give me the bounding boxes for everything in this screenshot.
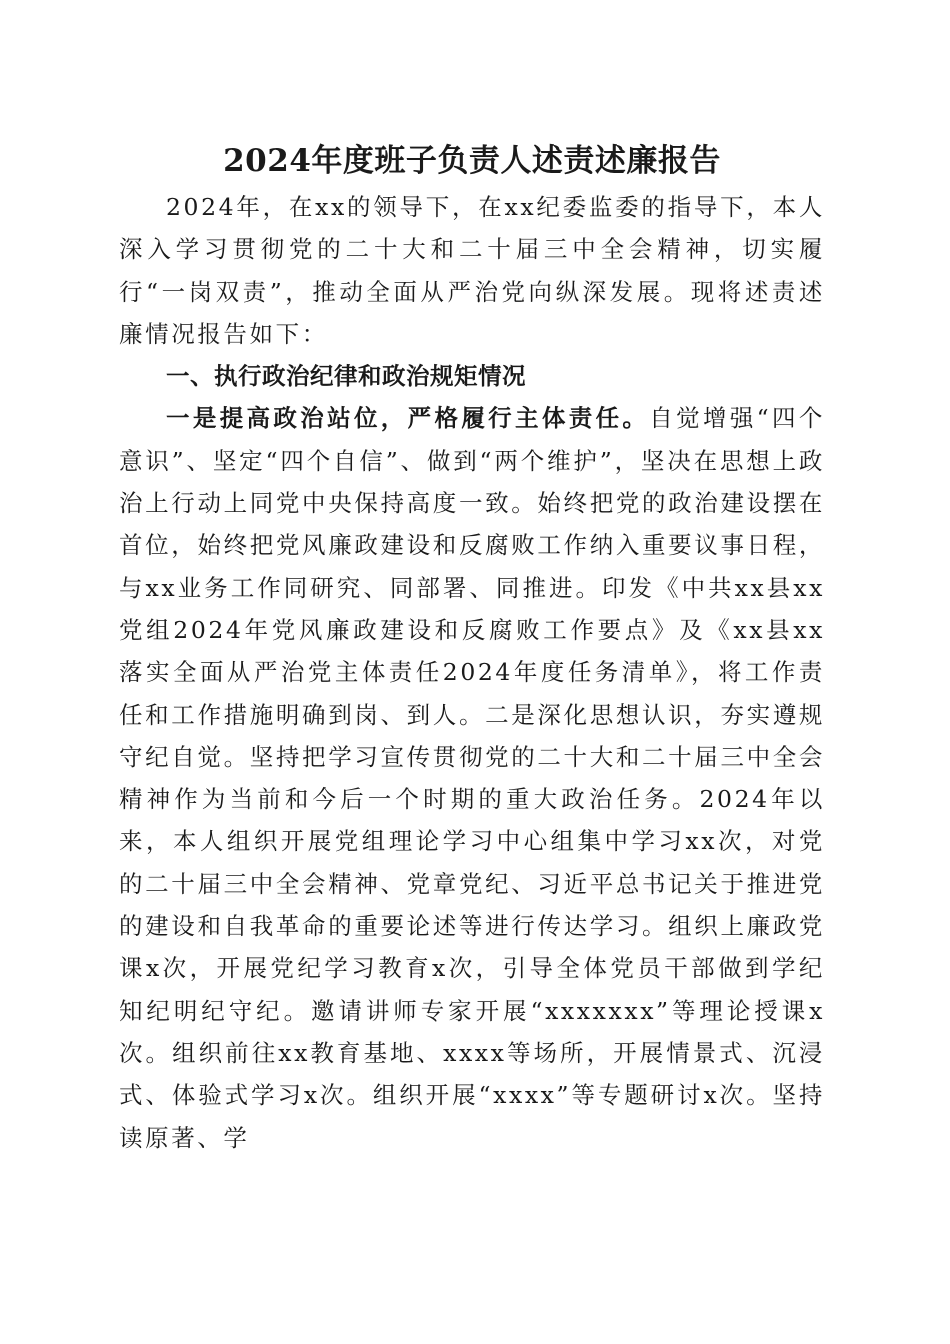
- intro-paragraph: 2024年，在xx的领导下，在xx纪委监委的指导下，本人深入学习贯彻党的二十大和二十届三中全会精神，切实履行“一岗双责”，推动全面从严治党向纵深发展。现将述责述廉情况报告如下：: [119, 193, 825, 348]
- document-title: 2024年度班子负责人述责述廉报告: [223, 143, 721, 179]
- document-page: [119, 138, 825, 1159]
- section-paragraph: [119, 397, 825, 1158]
- section-heading: 一、执行政治纪律和政治规矩情况: [166, 362, 526, 391]
- section-lead-sentence: 一是提高政治站位，严格履行主体责任。: [166, 404, 650, 433]
- section-body-text: 自觉增强“四个意识”、坚定“四个自信”、做到“两个维护”，坚决在思想上政治上行动上同党中央保持高度一致。始终把党的政治建设摆在首位，始终把党风廉政建设和反腐败工作纳入重要议事日程，与xx业务工作同研究、同部署、同推进。印发《中共xx县xx党组2024年党风廉政建设和反腐败工作要点》及《xx县xx落实全面从严治党主体责任2024年度任务清单》，将工作责任和工作措施明确到岗、到人。二是深化思想认识，夯实遵规守纪自觉。坚持把学习宣传贯彻党的二十大和二十届三中全会精神作为当前和今后一个时期的重大政治任务。2024年以来，本人组织开展党组理论学习中心组集中学习xx次，对党的二十届三中全会精神、党章党纪、习近平总书记关于推进党的建设和自我革命的重要论述等进行传达学习。组织上廉政党课x次，开展党纪学习教育x次，引导全体党员干部做到学纪知纪明纪守纪。邀请讲师专家开展“xxxxxxx”等理论授课x次。组织前往xx教育基地、xxxx等场所，开展情景式、沉浸式、体验式学习x次。组织开展“xxxx”等专题研讨x次。坚持读原著、学: [119, 404, 825, 1152]
